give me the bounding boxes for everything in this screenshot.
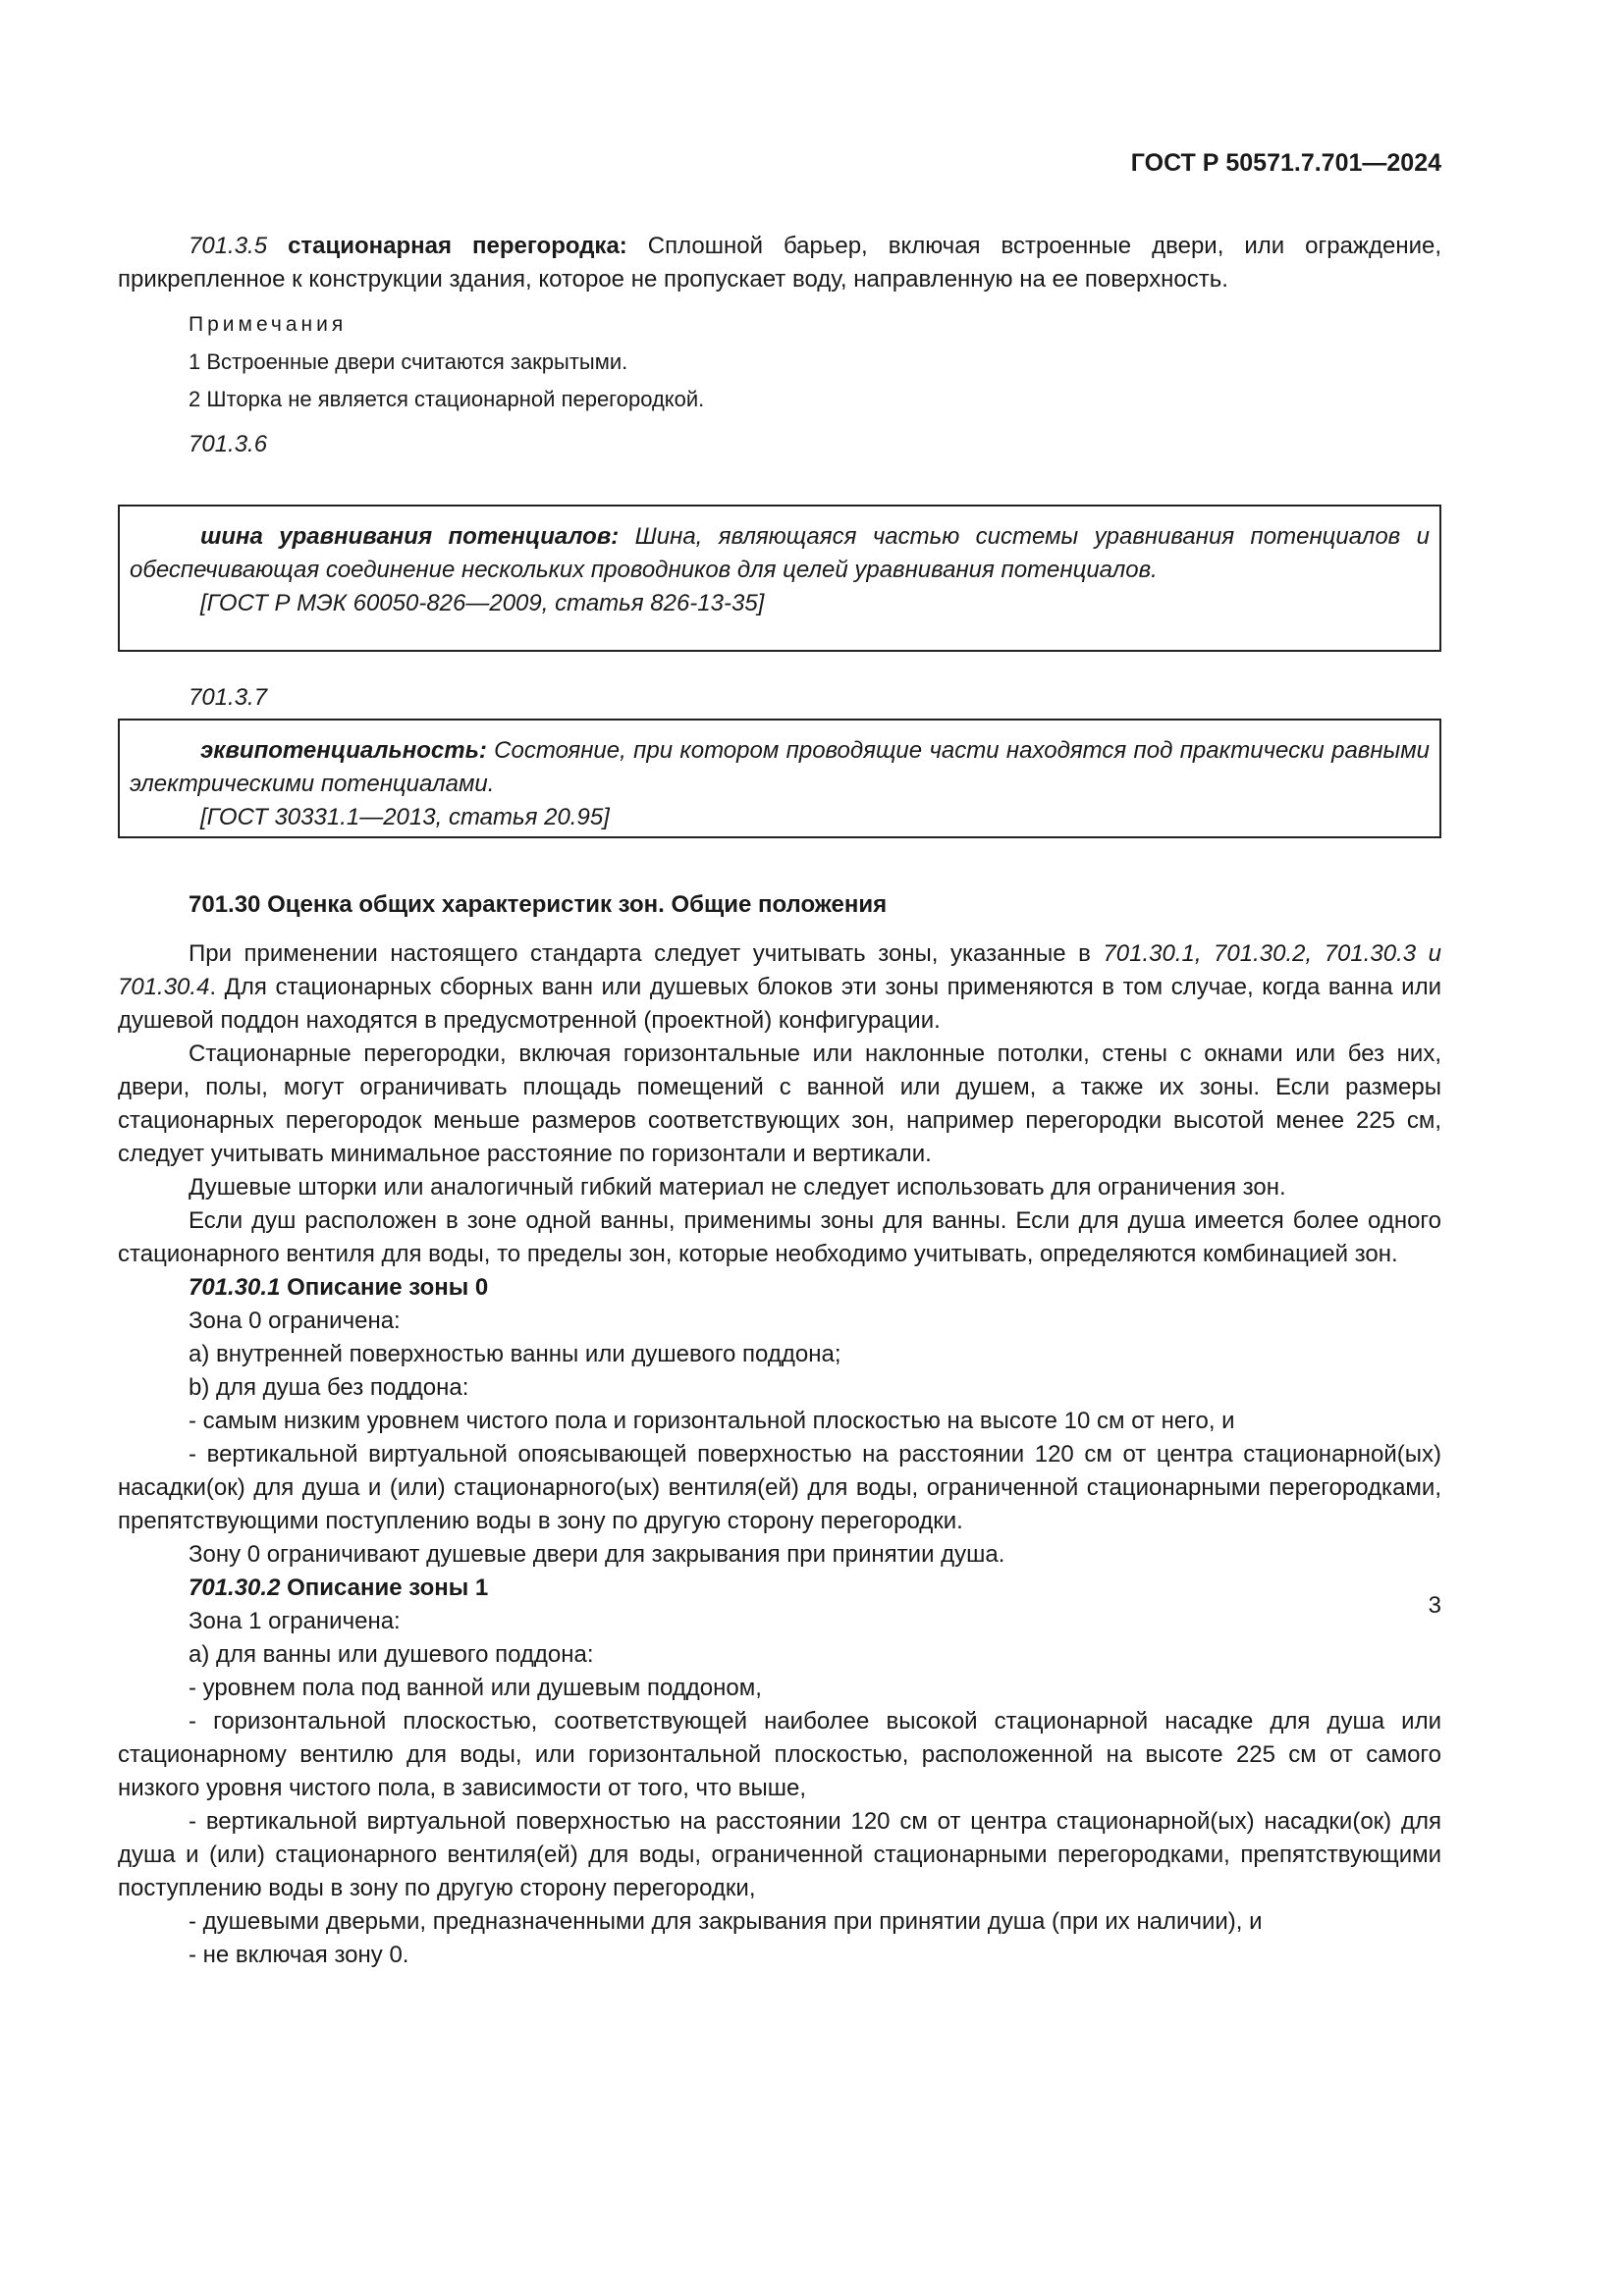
- definition-box-701-3-7: [118, 719, 1441, 838]
- paragraph: Стационарные перегородки, включая горизонтальные или наклонные потолки, стены с окнами или без них, двери, полы, могут ограничивать площадь помещений с ванной или душем, а также их зоны. Если размеры стационарных перегородок меньше размеров соответствующих зон, например перегородки высотой менее 225 см, следует учитывать минимальное расстояние по горизонтали и вертикали.: [118, 1041, 1441, 1167]
- clause-number: 701.3.7: [189, 684, 268, 711]
- clause-number: 701.3.6: [189, 431, 268, 457]
- note-1: 1 Встроенные двери считаются закрытыми.: [189, 349, 628, 374]
- section-701-30: [118, 888, 1441, 1972]
- section-heading: 701.30 Оценка общих характеристик зон. Общие положения: [189, 891, 888, 918]
- source-reference: [ГОСТ 30331.1—2013, статья 20.95]: [200, 804, 610, 830]
- paragraph-text: . Для стационарных сборных ванн или душевых блоков эти зоны применяются в том случае, когда ванна или душевой поддон находятся в предусмотренной (проектной) конфигурации.: [118, 974, 1441, 1034]
- clause-number: 701.30.1: [189, 1274, 281, 1301]
- definition-box-701-3-6: [118, 505, 1441, 652]
- list-item: - уровнем пола под ванной или душевым поддоном,: [189, 1675, 762, 1701]
- paragraph: Если душ расположен в зоне одной ванны, применимы зоны для ванны. Если для душа имеется более одного стационарного вентиля для воды, то пределы зон, которые необходимо учитывать, определяются комбинацией зон.: [118, 1207, 1441, 1267]
- list-item: - горизонтальной плоскостью, соответствующей наиболее высокой стационарной насадке для душа или стационарному вентилю для воды, или горизонтальной плоскостью, расположенной на высоте 225 см от самого низкого уровня чистого пола, в зависимости от того, что выше,: [118, 1708, 1441, 1801]
- list-item: - не включая зону 0.: [189, 1942, 409, 1968]
- list-item: а) для ванны или душевого поддона:: [189, 1641, 594, 1668]
- list-item: - самым низким уровнем чистого пола и горизонтальной плоскостью на высоте 10 см от него, и: [189, 1408, 1235, 1434]
- clause-number: 701.30.2: [189, 1575, 281, 1601]
- definition: Состояние, при котором проводящие части находятся под практически равными электрическими потенциалами.: [130, 737, 1430, 797]
- definition: Шина, являющаяся частью системы уравнивания потенциалов и обеспечивающая соединение нескольких проводников для целей уравнивания потенциалов.: [130, 523, 1430, 583]
- notes-title: Примечания: [189, 313, 348, 336]
- list-item: - вертикальной виртуальной опоясывающей поверхностью на расстоянии 120 см от центра стационарной(ых) насадки(ок) для душа и (или) стационарного(ых) вентиля(ей) для воды, ограниченной стационарными перегородками, препятствующими поступлению воды в зону по другую сторону перегородки.: [118, 1441, 1441, 1534]
- list-item: - душевыми дверьми, предназначенными для закрывания при принятии душа (при их наличии), и: [189, 1908, 1263, 1935]
- list-item: - вертикальной виртуальной поверхностью на расстоянии 120 см от центра стационарной(ых) насадки(ок) для душа и (или) стационарного вентиля(ей) для воды, ограниченной стационарными перегородками, препятствующими поступлению воды в зону по другую сторону перегородки,: [118, 1808, 1441, 1901]
- subsection-title: Описание зоны 1: [280, 1575, 489, 1601]
- page-number: 3: [1428, 1592, 1441, 1619]
- paragraph: Зону 0 ограничивают душевые двери для закрывания при принятии душа.: [189, 1541, 1005, 1568]
- subsection-title: Описание зоны 0: [280, 1274, 489, 1301]
- subsection-heading-zone-0: [118, 1271, 1441, 1305]
- clause-701-3-5: [118, 230, 1441, 461]
- term: стационарная перегородка:: [288, 233, 627, 259]
- term: эквипотенциальность:: [200, 737, 487, 764]
- list-item: а) внутренней поверхностью ванны или душевого поддона;: [189, 1341, 841, 1367]
- paragraph: Душевые шторки или аналогичный гибкий материал не следует использовать для ограничения зон.: [189, 1174, 1286, 1201]
- paragraph: Зона 0 ограничена:: [189, 1308, 401, 1334]
- clause-number: 701.3.5: [189, 233, 268, 259]
- paragraph-text: При применении настоящего стандарта следует учитывать зоны, указанные в: [189, 940, 1104, 967]
- source-reference: [ГОСТ Р МЭК 60050-826—2009, статья 826-13-35]: [200, 590, 765, 616]
- clause-references: 701.30.1, 701.30.2, 701.30.3 и 701.30.4: [118, 940, 1442, 1000]
- list-item: b) для душа без поддона:: [189, 1374, 469, 1401]
- definition: Сплошной барьер, включая встроенные двери, или ограждение, прикрепленное к конструкции здания, которое не пропускает воду, направленную на ее поверхность.: [118, 233, 1442, 293]
- subsection-heading-zone-1: [118, 1572, 1441, 1605]
- document-header: ГОСТ Р 50571.7.701—2024: [1130, 149, 1441, 177]
- note-2: 2 Шторка не является стационарной перегородкой.: [189, 387, 705, 411]
- paragraph: Зона 1 ограничена:: [189, 1608, 401, 1634]
- term: шина уравнивания потенциалов:: [200, 523, 620, 550]
